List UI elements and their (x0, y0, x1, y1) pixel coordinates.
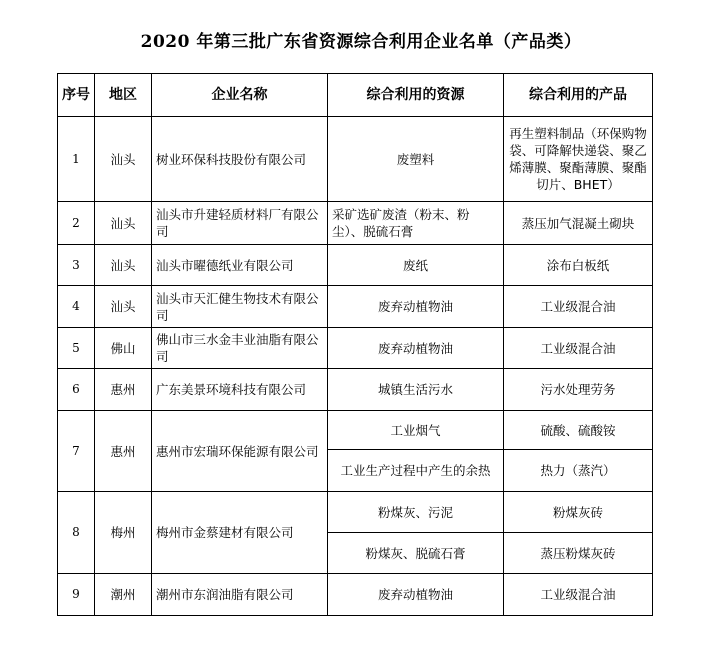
row-product: 污水处理劳务 (504, 369, 653, 411)
table-row (58, 574, 653, 616)
row-region: 梅州 (95, 492, 152, 574)
table-row (58, 202, 653, 245)
row-company: 汕头市升建轻质材料厂有限公司 (152, 202, 328, 245)
row-resource: 城镇生活污水 (328, 369, 504, 411)
row-product: 蒸压加气混凝土砌块 (504, 202, 653, 245)
row-seq: 6 (58, 369, 95, 411)
row-product: 硫酸、硫酸铵 (504, 411, 653, 450)
row-resource: 粉煤灰、脱硫石膏 (328, 533, 504, 574)
table-row (58, 411, 653, 450)
row-resource: 废弃动植物油 (328, 328, 504, 369)
header-resource: 综合利用的资源 (328, 74, 504, 117)
document-title: 2020 年第三批广东省资源综合利用企业名单（产品类） (140, 32, 582, 52)
row-resource: 废塑料 (328, 117, 504, 202)
enterprise-list-table (57, 73, 653, 616)
row-product: 粉煤灰砖 (504, 492, 653, 533)
row-company: 惠州市宏瑞环保能源有限公司 (152, 411, 328, 492)
row-seq: 7 (58, 411, 95, 492)
row-region: 汕头 (95, 202, 152, 245)
table-header-row (58, 74, 653, 117)
row-region: 惠州 (95, 369, 152, 411)
header-product: 综合利用的产品 (504, 74, 653, 117)
row-resource: 废弃动植物油 (328, 574, 504, 616)
table-row (58, 369, 653, 411)
row-seq: 3 (58, 245, 95, 286)
row-product: 工业级混合油 (504, 286, 653, 328)
table-row (58, 492, 653, 533)
row-product: 工业级混合油 (504, 574, 653, 616)
row-product: 再生塑料制品（环保购物袋、可降解快递袋、聚乙烯薄膜、聚酯薄膜、聚酯切片、BHET） (504, 117, 653, 202)
row-region: 汕头 (95, 245, 152, 286)
row-region: 惠州 (95, 411, 152, 492)
row-resource: 废弃动植物油 (328, 286, 504, 328)
row-company: 广东美景环境科技有限公司 (152, 369, 328, 411)
row-resource: 粉煤灰、污泥 (328, 492, 504, 533)
row-seq: 9 (58, 574, 95, 616)
row-product: 蒸压粉煤灰砖 (504, 533, 653, 574)
row-product: 涂布白板纸 (504, 245, 653, 286)
row-resource: 采矿选矿废渣（粉末、粉尘）、脱硫石膏 (328, 202, 504, 245)
header-region: 地区 (95, 74, 152, 117)
row-product: 工业级混合油 (504, 328, 653, 369)
row-company: 汕头市曜德纸业有限公司 (152, 245, 328, 286)
table-row (58, 286, 653, 328)
row-seq: 2 (58, 202, 95, 245)
row-region: 汕头 (95, 286, 152, 328)
row-company: 树业环保科技股份有限公司 (152, 117, 328, 202)
header-company: 企业名称 (152, 74, 328, 117)
row-region: 潮州 (95, 574, 152, 616)
row-region: 汕头 (95, 117, 152, 202)
row-company: 梅州市金蔡建材有限公司 (152, 492, 328, 574)
row-seq: 8 (58, 492, 95, 574)
row-company: 潮州市东润油脂有限公司 (152, 574, 328, 616)
table-row (58, 245, 653, 286)
row-resource: 工业烟气 (328, 411, 504, 450)
row-resource: 废纸 (328, 245, 504, 286)
row-seq: 1 (58, 117, 95, 202)
row-resource: 工业生产过程中产生的余热 (328, 450, 504, 492)
row-seq: 4 (58, 286, 95, 328)
row-seq: 5 (58, 328, 95, 369)
header-seq: 序号 (58, 74, 95, 117)
row-company: 汕头市天汇健生物技术有限公司 (152, 286, 328, 328)
row-region: 佛山 (95, 328, 152, 369)
table-row (58, 117, 653, 202)
row-company: 佛山市三水金丰业油脂有限公司 (152, 328, 328, 369)
row-product: 热力（蒸汽） (504, 450, 653, 492)
table-row (58, 328, 653, 369)
